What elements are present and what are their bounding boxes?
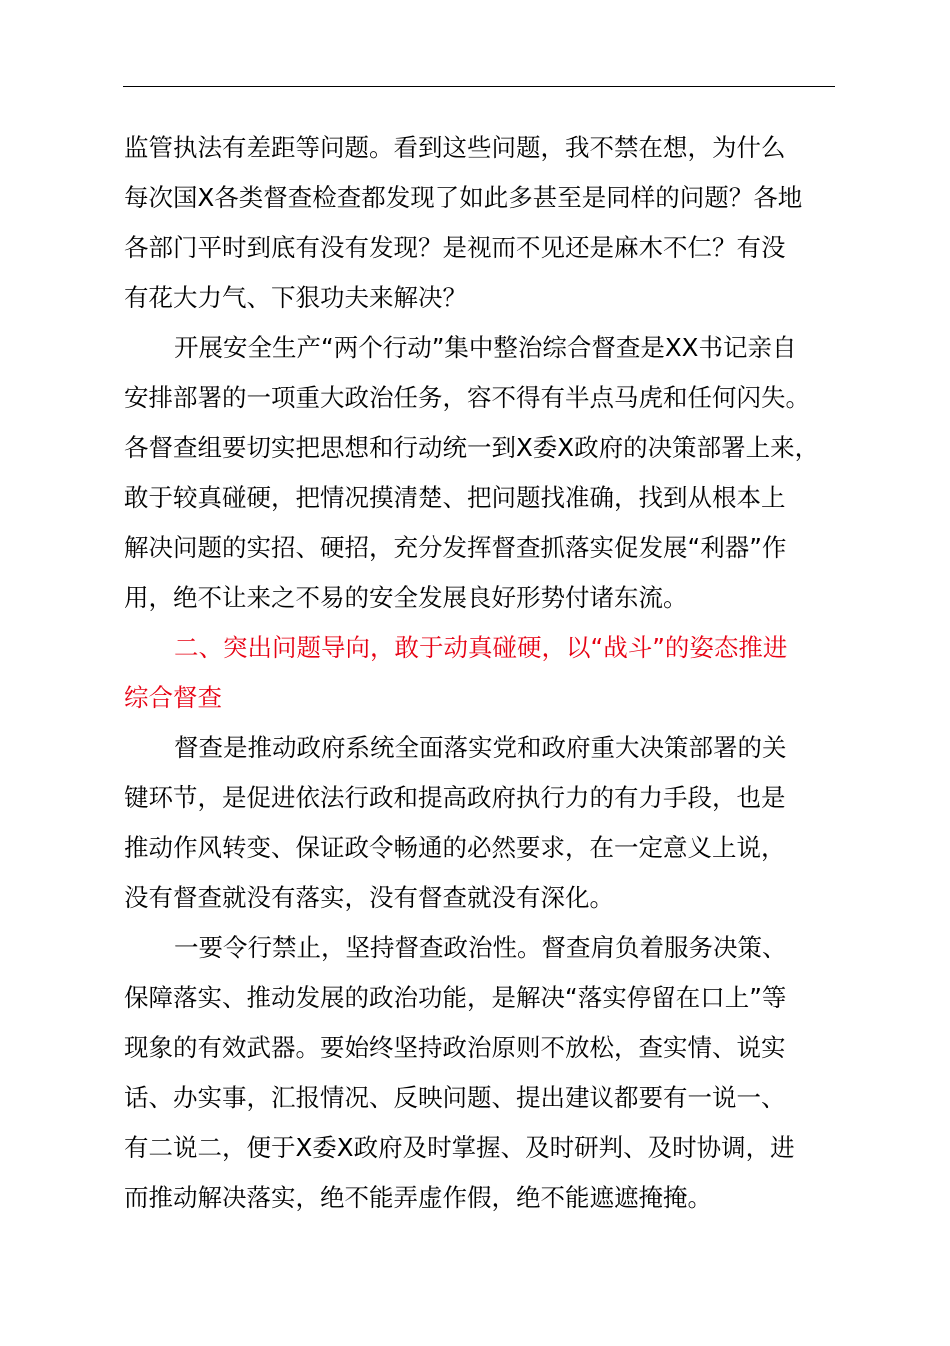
body-line: 安排部署的一项重大政治任务，容不得有半点马虎和任何闪失。	[124, 383, 810, 412]
body-line: 监管执法有差距等问题。看到这些问题，我不禁在想，为什么	[124, 133, 786, 162]
body-line: 而推动解决落实，绝不能弄虚作假，绝不能遮遮掩掩。	[124, 1183, 712, 1212]
body-line: 督查是推动政府系统全面落实党和政府重大决策部署的关	[174, 733, 787, 762]
body-line: 没有督查就没有落实，没有督查就没有深化。	[124, 883, 614, 912]
section-heading: 综合督查	[124, 683, 222, 712]
header-rule	[123, 86, 835, 87]
body-line: 推动作风转变、保证政令畅通的必然要求，在一定意义上说，	[124, 833, 786, 862]
body-line: 敢于较真碰硬，把情况摸清楚、把问题找准确，找到从根本上	[124, 483, 786, 512]
body-line: 一要令行禁止，坚持督查政治性。督查肩负着服务决策、	[174, 933, 787, 962]
body-line: 有花大力气、下狠功夫来解决？	[124, 283, 467, 312]
body-line: 解决问题的实招、硬招，充分发挥督查抓落实促发展“利器”作	[124, 533, 787, 562]
section-heading: 二、突出问题导向，敢于动真碰硬，以“战斗”的姿态推进	[174, 633, 788, 662]
body-line: 各部门平时到底有没有发现？是视而不见还是麻木不仁？有没	[124, 233, 786, 262]
body-line: 用，绝不让来之不易的安全发展良好形势付诸东流。	[124, 583, 688, 612]
body-line: 各督查组要切实把思想和行动统一到X委X政府的决策部署上来，	[124, 433, 820, 462]
body-line: 每次国X各类督查检查都发现了如此多甚至是同样的问题？各地	[124, 183, 803, 212]
body-line: 键环节，是促进依法行政和提高政府执行力的有力手段，也是	[124, 783, 786, 812]
body-line: 开展安全生产“两个行动”集中整治综合督查是XX书记亲自	[174, 333, 797, 362]
body-line: 话、办实事，汇报情况、反映问题、提出建议都要有一说一、	[124, 1083, 786, 1112]
body-line: 有二说二，便于X委X政府及时掌握、及时研判、及时协调，进	[124, 1133, 795, 1162]
body-line: 保障落实、推动发展的政治功能，是解决“落实停留在口上”等	[124, 983, 787, 1012]
body-line: 现象的有效武器。要始终坚持政治原则不放松，查实情、说实	[124, 1033, 786, 1062]
